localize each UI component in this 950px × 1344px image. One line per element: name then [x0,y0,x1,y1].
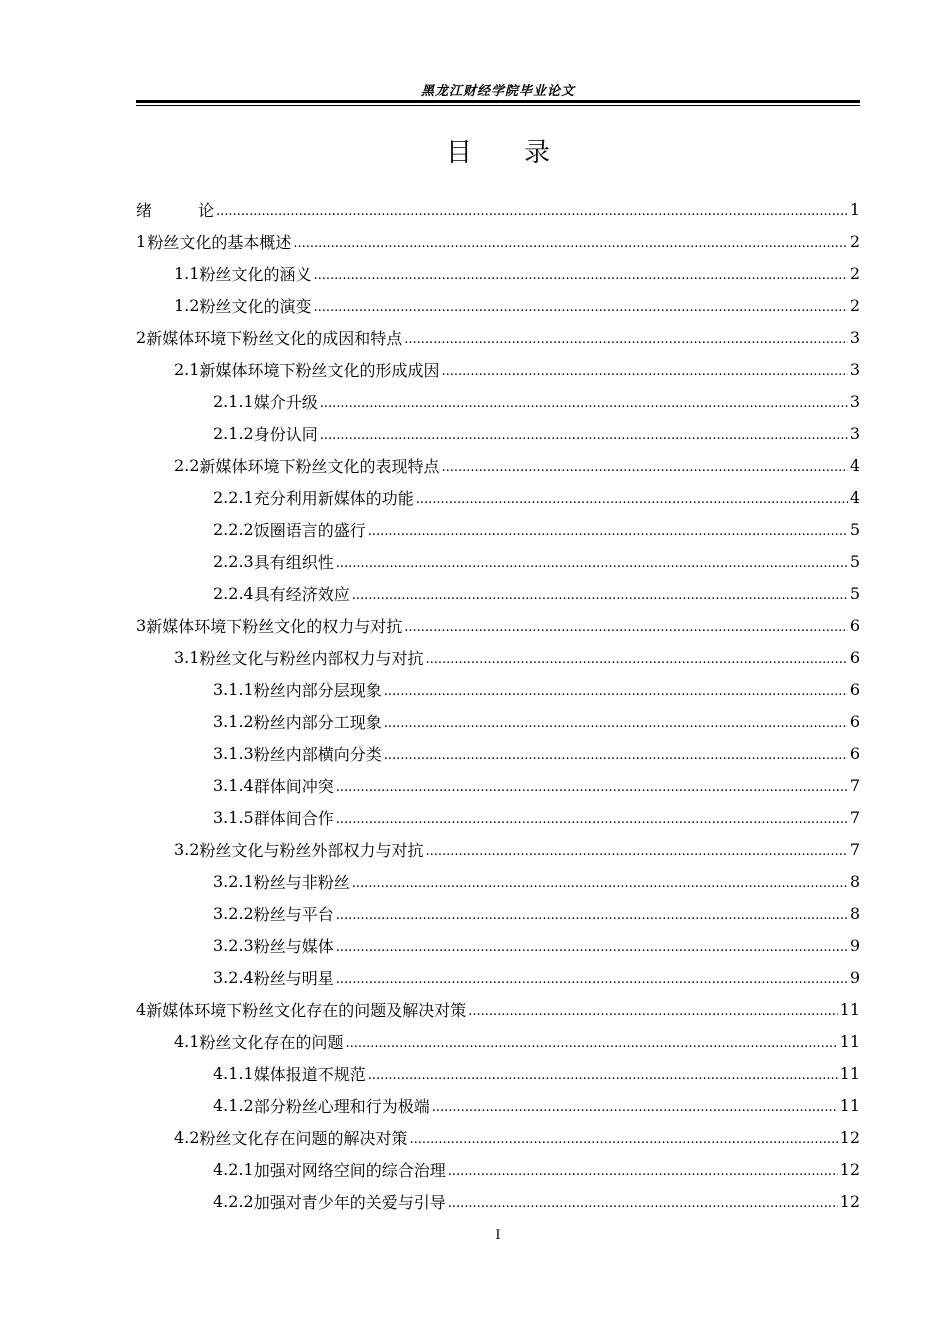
toc-entry-number: 3.2.2 [213,903,254,923]
toc-leader-dots [352,878,848,897]
toc-entry-number: 1.2 [174,295,200,315]
toc-entry-page: 4 [849,487,860,507]
toc-entry-number: 2 [136,327,147,347]
toc-entry[interactable] [136,1057,860,1089]
toc-entry-page: 6 [849,615,860,635]
toc-entry-title: 加强对网络空间的综合治理 [253,1160,446,1180]
toc-leader-dots [425,846,847,865]
toc-leader-dots [320,430,848,449]
toc-entry-number: 3.2.4 [213,967,254,987]
toc-entry-title: 新媒体环境下粉丝文化的形成成因 [199,360,440,380]
toc-entry-page: 6 [849,679,860,699]
toc-heading-char-1: 目 [445,138,472,168]
toc-entry-page: 12 [839,1191,860,1211]
toc-entry[interactable] [136,961,860,993]
toc-entry-number: 2.1 [174,359,200,379]
toc-entry-page: 3 [849,359,860,379]
toc-entry-number: 3.2.1 [213,871,254,891]
toc-entry[interactable] [136,833,860,865]
toc-entry-page: 8 [849,871,860,891]
toc-leader-dots [352,590,848,609]
toc-leader-dots [448,1198,838,1217]
toc-entry[interactable] [136,321,860,353]
toc-entry-number: 2.2.1 [213,487,254,507]
toc-entry-page: 5 [849,551,860,571]
toc-entry-number: 2.2.3 [213,551,254,571]
toc-leader-dots [336,782,848,801]
toc-entry-number: 2.2.2 [213,519,254,539]
toc-entry-title: 身份认同 [253,424,318,444]
toc-entry-number: 3 [136,615,147,635]
toc-entry-title: 粉丝内部分层现象 [253,680,382,700]
toc-leader-dots [336,942,848,961]
toc-entry[interactable] [136,577,860,609]
toc-entry-title: 粉丝与媒体 [253,936,334,956]
toc-entry[interactable] [136,385,860,417]
toc-entry-title: 粉丝文化存在的问题 [199,1032,344,1052]
toc-entry-number: 4.1.2 [213,1095,254,1115]
toc-entry-page: 4 [849,455,860,475]
toc-entry[interactable] [136,417,860,449]
toc-entry-page: 9 [849,935,860,955]
toc-entry-title: 具有经济效应 [253,584,350,604]
toc-heading-char-2: 录 [524,138,551,168]
header-title: 黑龙江财经学院毕业论文 [420,84,575,99]
toc-entry-number: 4 [136,999,147,1019]
toc-leader-dots [216,206,848,225]
toc-entry-title: 媒介升级 [253,392,318,412]
toc-entry[interactable] [136,641,860,673]
toc-entry-title: 加强对青少年的关爱与引导 [253,1192,446,1212]
toc-entry[interactable] [136,705,860,737]
toc-entry-title: 绪 论 [136,200,215,220]
toc-entry-title: 粉丝文化与粉丝内部权力与对抗 [199,648,424,668]
toc-leader-dots [441,462,847,481]
toc-entry-number: 3.2 [174,839,200,859]
toc-entry-title: 新媒体环境下粉丝文化的成因和特点 [146,328,403,348]
toc-entry[interactable] [136,737,860,769]
toc-entry-page: 5 [849,519,860,539]
toc-entry-page: 9 [849,967,860,987]
toc-leader-dots [336,974,848,993]
toc-entry-number: 3.1.2 [213,711,254,731]
toc-entry-title: 粉丝与明星 [253,968,334,988]
toc-entry-intro[interactable] [136,193,860,225]
toc-leader-dots [336,558,848,577]
toc-entry-page: 2 [849,263,860,283]
toc-entry-number: 3.1.1 [213,679,254,699]
toc-heading [136,132,860,169]
toc-entry[interactable] [136,865,860,897]
toc-entry-number: 4.1 [174,1031,200,1051]
toc-leader-dots [345,1038,837,1057]
toc-leader-dots [384,750,848,769]
toc-entry-page: 3 [849,327,860,347]
toc-entry-page: 6 [849,647,860,667]
toc-entry[interactable] [136,545,860,577]
toc-leader-dots [416,494,848,513]
toc-entry-page: 12 [839,1127,860,1147]
toc-entry-title: 粉丝文化的演变 [199,296,312,316]
toc-leader-dots [313,302,847,321]
toc-entry-page: 8 [849,903,860,923]
toc-entry-number: 3.1.5 [213,807,254,827]
toc-entry-page: 2 [849,231,860,251]
toc-entry-title: 具有组织性 [253,552,334,572]
toc-leader-dots [320,398,848,417]
toc-entry-page: 11 [839,1095,860,1115]
toc-entry-page: 1 [849,199,860,219]
toc-entry-number: 3.2.3 [213,935,254,955]
toc-entry-title: 新媒体环境下粉丝文化的表现特点 [199,456,440,476]
toc-entry[interactable] [136,1153,860,1185]
toc-entry-page: 5 [849,583,860,603]
toc-entry-title: 粉丝文化与粉丝外部权力与对抗 [199,840,424,860]
toc-leader-dots [425,654,847,673]
table-of-contents [136,193,860,1217]
toc-entry[interactable] [136,481,860,513]
toc-leader-dots [448,1166,838,1185]
toc-leader-dots [404,622,848,641]
toc-entry-number: 1.1 [174,263,200,283]
toc-entry[interactable] [136,1121,860,1153]
toc-leader-dots [384,686,848,705]
toc-entry-title: 粉丝内部分工现象 [253,712,382,732]
header-rule-thin [136,105,860,106]
toc-entry-number: 3.1.4 [213,775,254,795]
toc-entry-page: 6 [849,743,860,763]
toc-entry-title: 群体间冲突 [253,776,334,796]
toc-leader-dots [313,270,847,289]
toc-entry[interactable] [136,1185,860,1217]
toc-entry[interactable] [136,225,860,257]
toc-entry-number: 4.2 [174,1127,200,1147]
toc-leader-dots [409,1134,837,1153]
toc-leader-dots [368,1070,838,1089]
toc-entry[interactable] [136,769,860,801]
toc-entry[interactable] [136,673,860,705]
toc-entry-page: 11 [839,1031,860,1051]
toc-leader-dots [336,814,848,833]
toc-entry-page: 7 [849,839,860,859]
toc-leader-dots [432,1102,838,1121]
toc-entry-number: 3.1.3 [213,743,254,763]
toc-entry-title: 充分利用新媒体的功能 [253,488,414,508]
toc-entry[interactable] [136,609,860,641]
toc-entry[interactable] [136,257,860,289]
toc-entry-number: 4.1.1 [213,1063,254,1083]
toc-entry-title: 粉丝文化存在问题的解决对策 [199,1128,408,1148]
toc-entry[interactable] [136,929,860,961]
toc-entry-page: 7 [849,775,860,795]
toc-entry-number: 2.2.4 [213,583,254,603]
toc-entry-page: 3 [849,391,860,411]
page-number: I [495,1228,501,1243]
toc-entry[interactable] [136,897,860,929]
toc-entry-number: 3.1 [174,647,200,667]
toc-entry-number: 4.2.2 [213,1191,254,1211]
toc-entry[interactable] [136,289,860,321]
toc-leader-dots [293,238,847,257]
header-rule-thick [136,100,860,103]
toc-entry-number: 2.1.1 [213,391,254,411]
toc-entry-page: 6 [849,711,860,731]
toc-entry-title: 粉丝文化的基本概述 [147,232,292,252]
toc-entry-title: 媒体报道不规范 [253,1064,366,1084]
toc-entry[interactable] [136,449,860,481]
toc-entry[interactable] [136,801,860,833]
toc-entry-page: 3 [849,423,860,443]
toc-entry[interactable] [136,353,860,385]
toc-entry-title: 饭圈语言的盛行 [253,520,366,540]
toc-entry-number: 2.2 [174,455,200,475]
toc-entry-number: 2.1.2 [213,423,254,443]
toc-entry[interactable] [136,1025,860,1057]
toc-entry-title: 群体间合作 [253,808,334,828]
toc-entry-number: 1 [136,231,147,251]
toc-entry[interactable] [136,993,860,1025]
toc-entry-number: 4.2.1 [213,1159,254,1179]
toc-entry-page: 2 [849,295,860,315]
toc-entry-page: 12 [839,1159,860,1179]
toc-leader-dots [404,334,848,353]
toc-entry[interactable] [136,513,860,545]
toc-entry-title: 粉丝文化的涵义 [199,264,312,284]
toc-entry-title: 新媒体环境下粉丝文化的权力与对抗 [146,616,403,636]
toc-entry-title: 粉丝内部横向分类 [253,744,382,764]
toc-leader-dots [384,718,848,737]
toc-entry-title: 粉丝与非粉丝 [253,872,350,892]
toc-leader-dots [336,910,848,929]
toc-entry[interactable] [136,1089,860,1121]
toc-leader-dots [468,1006,837,1025]
toc-entry-title: 新媒体环境下粉丝文化存在的问题及解决对策 [146,1000,467,1020]
toc-leader-dots [368,526,848,545]
toc-entry-page: 11 [839,999,860,1019]
toc-entry-page: 7 [849,807,860,827]
toc-leader-dots [441,366,847,385]
toc-entry-title: 粉丝与平台 [253,904,334,924]
toc-entry-page: 11 [839,1063,860,1083]
toc-entry-title: 部分粉丝心理和行为极端 [253,1096,430,1116]
